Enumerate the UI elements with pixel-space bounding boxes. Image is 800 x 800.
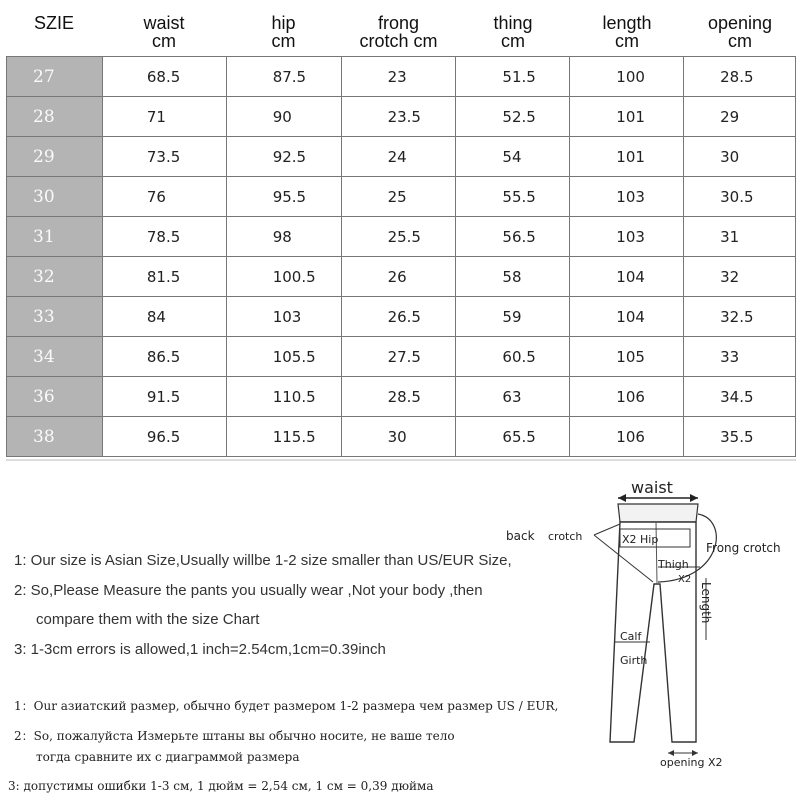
- crotch-pointer-top: [594, 524, 620, 535]
- header-thigh-unit: cm: [501, 31, 525, 51]
- opening-cell: 33: [684, 337, 796, 376]
- table-row: [7, 377, 796, 417]
- note-en-3: 3: 1-3cm errors is allowed,1 inch=2.54cm,1cm=0.39inch: [14, 641, 386, 658]
- length-cell: 101: [570, 137, 684, 176]
- hip-cell: 95.5: [227, 177, 342, 216]
- table-body: [6, 56, 796, 457]
- front-crotch-cell: 28.5: [342, 377, 457, 416]
- back-crotch-label: crotch: [548, 530, 583, 543]
- opening-cell: 30: [684, 137, 796, 176]
- table-row: [7, 177, 796, 217]
- table-row: [7, 417, 796, 457]
- waist-cell: 91.5: [103, 377, 227, 416]
- length-cell: 105: [570, 337, 684, 376]
- header-front-crotch: [341, 4, 456, 56]
- front-crotch-cell: 26: [342, 257, 457, 296]
- thigh-cell: 63: [456, 377, 570, 416]
- waist-cell: 68.5: [103, 57, 227, 96]
- thigh-cell: 56.5: [456, 217, 570, 256]
- table-row: [7, 297, 796, 337]
- hip-label: X2 Hip: [622, 533, 659, 546]
- header-opening-unit: cm: [728, 31, 752, 51]
- header-hip-unit: cm: [271, 31, 296, 51]
- size-cell: 36: [7, 377, 103, 416]
- front-crotch-cell: 24: [342, 137, 457, 176]
- hip-cell: 110.5: [227, 377, 342, 416]
- header-front-crotch-unit: crotch cm: [359, 31, 438, 51]
- header-length-label: length: [602, 13, 652, 33]
- header-size-label: SZIE: [34, 13, 75, 33]
- thigh-cell: 54: [456, 137, 570, 176]
- header-opening-label: opening: [707, 13, 773, 33]
- waist-arrow-left-head: [618, 494, 626, 502]
- waistband: [618, 504, 698, 522]
- length-cell: 100: [570, 57, 684, 96]
- note-ru-2-cont: тогда сравните их с диаграммой размера: [36, 750, 300, 764]
- waist-cell: 78.5: [103, 217, 227, 256]
- note-en-1: 1: Our size is Asian Size,Usually willbe 1-2 size smaller than US/EUR Size,: [14, 552, 512, 569]
- hip-cell: 92.5: [227, 137, 342, 176]
- thigh-cell: 58: [456, 257, 570, 296]
- front-crotch-cell: 23: [342, 57, 457, 96]
- size-cell: 27: [7, 57, 103, 96]
- waist-cell: 71: [103, 97, 227, 136]
- opening-cell: 28.5: [684, 57, 796, 96]
- table-row: [7, 337, 796, 377]
- opening-cell: 32.5: [684, 297, 796, 336]
- pants-diagram-svg: [500, 472, 800, 800]
- header-hip: [226, 4, 341, 56]
- opening-cell: 34.5: [684, 377, 796, 416]
- hip-cell: 103: [227, 297, 342, 336]
- opening-label: opening X2: [660, 756, 723, 769]
- length-label: Length: [699, 582, 713, 624]
- header-waist-unit: cm: [152, 31, 176, 51]
- header-opening: [684, 4, 796, 56]
- front-crotch-cell: 27.5: [342, 337, 457, 376]
- waist-cell: 84: [103, 297, 227, 336]
- length-cell: 103: [570, 177, 684, 216]
- length-cell: 101: [570, 97, 684, 136]
- header-length-unit: cm: [615, 31, 639, 51]
- size-cell: 29: [7, 137, 103, 176]
- table-row: [7, 137, 796, 177]
- length-cell: 104: [570, 257, 684, 296]
- note-en-2: 2: So,Please Measure the pants you usually wear ,Not your body ,then: [14, 582, 483, 599]
- waist-arrow-right-head: [690, 494, 698, 502]
- table-header: [6, 4, 796, 56]
- front-crotch-cell: 25.5: [342, 217, 457, 256]
- table-row: [7, 257, 796, 297]
- thigh-cell: 65.5: [456, 417, 570, 456]
- length-cell: 104: [570, 297, 684, 336]
- header-thigh: [456, 4, 570, 56]
- section-divider: [6, 459, 796, 461]
- note-ru-3: 3: допустимы ошибки 1-3 см, 1 дюйм = 2,54 см, 1 см = 0,39 дюйма: [8, 779, 434, 793]
- header-thigh-label: thing: [493, 13, 533, 33]
- table-row: [7, 97, 796, 137]
- back-label: back: [506, 529, 535, 543]
- opening-cell: 31: [684, 217, 796, 256]
- size-cell: 31: [7, 217, 103, 256]
- front-crotch-cell: 23.5: [342, 97, 457, 136]
- pants-measurement-diagram: [500, 472, 800, 800]
- hip-cell: 98: [227, 217, 342, 256]
- header-length: [570, 4, 684, 56]
- opening-cell: 29: [684, 97, 796, 136]
- length-cell: 106: [570, 417, 684, 456]
- note-en-2-cont: compare them with the size Chart: [36, 611, 260, 628]
- header-hip-label: hip: [271, 13, 296, 33]
- thigh-cell: 52.5: [456, 97, 570, 136]
- thigh-label: Thigh: [658, 558, 689, 571]
- thigh-cell: 51.5: [456, 57, 570, 96]
- hip-cell: 105.5: [227, 337, 342, 376]
- size-table: [6, 4, 796, 457]
- opening-cell: 32: [684, 257, 796, 296]
- thigh-cell: 60.5: [456, 337, 570, 376]
- thigh-cell: 59: [456, 297, 570, 336]
- waist-cell: 86.5: [103, 337, 227, 376]
- note-ru-2: 2：So, пожалуйста Измерьте штаны вы обычно носите, не ваше тело: [14, 729, 455, 743]
- header-front-crotch-label: frong: [377, 13, 420, 33]
- opening-cell: 30.5: [684, 177, 796, 216]
- hip-cell: 87.5: [227, 57, 342, 96]
- thigh-x2-label: X2: [678, 574, 692, 585]
- header-waist-label: waist: [143, 13, 185, 33]
- waist-cell: 76: [103, 177, 227, 216]
- size-cell: 34: [7, 337, 103, 376]
- calf-label: Calf: [620, 630, 642, 643]
- waist-label: waist: [631, 478, 673, 497]
- table-row: [7, 217, 796, 257]
- hip-cell: 115.5: [227, 417, 342, 456]
- waist-cell: 96.5: [103, 417, 227, 456]
- header-waist: [102, 4, 226, 56]
- header-size: [6, 4, 102, 56]
- thigh-cell: 55.5: [456, 177, 570, 216]
- hip-cell: 90: [227, 97, 342, 136]
- size-cell: 28: [7, 97, 103, 136]
- front-crotch-cell: 26.5: [342, 297, 457, 336]
- waist-cell: 73.5: [103, 137, 227, 176]
- length-cell: 106: [570, 377, 684, 416]
- size-cell: 33: [7, 297, 103, 336]
- length-cell: 103: [570, 217, 684, 256]
- front-crotch-cell: 25: [342, 177, 457, 216]
- note-ru-1: 1：Our азиатский размер, обычно будет размером 1-2 размера чем размер US / EUR,: [14, 699, 559, 713]
- size-cell: 30: [7, 177, 103, 216]
- hip-cell: 100.5: [227, 257, 342, 296]
- waist-cell: 81.5: [103, 257, 227, 296]
- size-cell: 32: [7, 257, 103, 296]
- girth-label: Girth: [620, 654, 648, 667]
- front-crotch-cell: 30: [342, 417, 457, 456]
- front-crotch-label: Frong crotch: [706, 541, 781, 555]
- table-row: [7, 57, 796, 97]
- size-cell: 38: [7, 417, 103, 456]
- opening-cell: 35.5: [684, 417, 796, 456]
